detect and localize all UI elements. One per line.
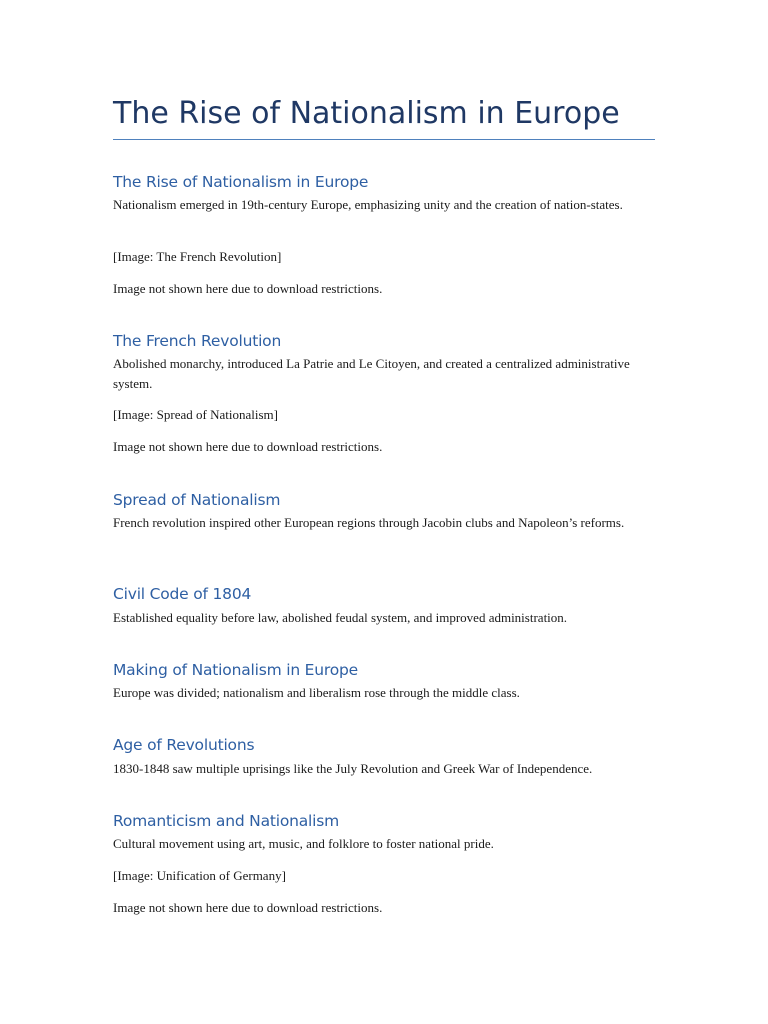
image-caption-unification-of-germany: [Image: Unification of Germany] [113,868,286,883]
section-heading-age-of-revolutions: Age of Revolutions [113,736,255,754]
section-heading-making-of-nationalism: Making of Nationalism in Europe [113,661,358,679]
image-note: Image not shown here due to download restrictions. [113,900,383,915]
section-paragraph-rise-of-nationalism: Nationalism emerged in 19th-century Europe, emphasizing unity and the creation of nation-states. [113,197,623,212]
section-heading-romanticism: Romanticism and Nationalism [113,812,340,830]
image-caption-spread-of-nationalism: [Image: Spread of Nationalism] [113,407,278,422]
image-note: Image not shown here due to download restrictions. [113,439,383,454]
section-paragraph-civil-code: Established equality before law, abolished feudal system, and improved administration. [113,610,568,625]
document-title: The Rise of Nationalism in Europe [113,96,620,131]
section-paragraph-making-of-nationalism: Europe was divided; nationalism and liberalism rose through the middle class. [113,685,520,700]
section-heading-rise-of-nationalism: The Rise of Nationalism in Europe [113,173,369,191]
section-heading-civil-code: Civil Code of 1804 [113,585,252,603]
section-heading-spread-of-nationalism: Spread of Nationalism [113,491,281,509]
section-paragraph-spread-of-nationalism: French revolution inspired other European regions through Jacobin clubs and Napoleon’s reforms. [113,515,625,530]
section-heading-french-revolution: The French Revolution [113,332,282,350]
section-paragraph-french-revolution: Abolished monarchy, introduced La Patrie and Le Citoyen, and created a centralized administrative system. [113,356,630,391]
image-note: Image not shown here due to download restrictions. [113,281,383,296]
section-paragraph-romanticism: Cultural movement using art, music, and folklore to foster national pride. [113,836,494,851]
section-paragraph-age-of-revolutions: 1830-1848 saw multiple uprisings like the July Revolution and Greek War of Independence. [113,761,593,776]
image-caption-french-revolution: [Image: The French Revolution] [113,249,282,264]
title-underline-rule [113,139,655,140]
